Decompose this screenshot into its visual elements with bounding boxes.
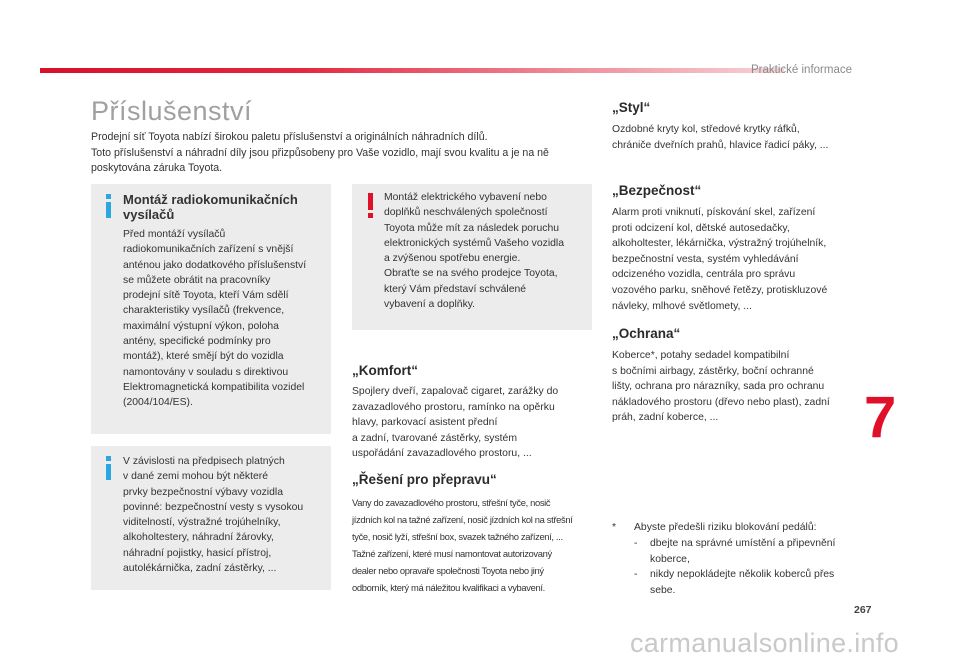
warning-icon xyxy=(365,193,375,219)
ochrana-text: Koberce*, potahy sedadel kompatibilní s bočními airbagy, zástěrky, boční ochranné lišty, ochrana pro nárazníky, sada pro ochranu nákladového prostoru (dřevo nebo plast), zadní práh, zadní koberce, ... xyxy=(612,350,830,424)
country-regulations-info-box xyxy=(91,446,331,590)
header-accent-bar xyxy=(40,68,784,73)
styl-text: Ozdobné kryty kol, středové krytky ráfků, chrániče dveřních prahů, hlavice řadicí páky, ... xyxy=(612,124,829,151)
page-number: 267 xyxy=(854,604,872,616)
ochrana-heading: „Ochrana“ xyxy=(612,326,681,341)
komfort-heading: „Komfort“ xyxy=(352,363,418,378)
preprava-heading: „Řešení pro přepravu“ xyxy=(352,472,497,487)
radio-box-heading: Montáž radiokomunikačních vysílačů xyxy=(123,192,298,222)
electrical-equipment-warning-box xyxy=(352,184,592,330)
list-item: - nikdy nepokládejte několik koberců přes sebe. xyxy=(634,569,835,596)
intro-line: Prodejní síť Toyota nabízí širokou paletu příslušenství a originálních náhradních dílů. xyxy=(91,131,488,143)
watermark: carmanualsonline.info xyxy=(630,628,899,658)
intro-line: Toto příslušenství a náhradní díly jsou přizpůsobeny pro Vaše vozidlo, mají svou kvalitu a je na ně xyxy=(91,146,549,159)
styl-heading: „Styl“ xyxy=(612,100,651,115)
radio-box-text: Před montáží vysílačů radiokomunikačních zařízení s vnější anténou jako dodatkového příslušenství se můžete obrátit na pracovníky prodejní sítě Toyota, kteří Vám sdělí charakteristiky vysílačů (frekvence, maximální výstupní výkon, poloha antény, specifické podmínky pro montáž), které smějí být do vozidla namontovány v souladu s direktivou Elektromagnetická kompatibilita vozidel (2004/104/ES). xyxy=(123,229,307,409)
intro-line: poskytována záruka Toyota. xyxy=(91,162,223,174)
preprava-text: Vany do zavazadlového prostoru, střešní tyče, nosič jízdních kol na tažné zařízení, nosič jízdních kol na střešní tyče, nosič lyží, střešní box, svazek tažného zařízení, ... Tažné zařízení, které musí namontovat autorizovaný dealer nebo opravaře společnosti Toyota nebo jiný odborník, který má náležitou kvalifikaci a vybavení. xyxy=(352,497,573,593)
komfort-text: Spojlery dveří, zapalovač cigaret, zarážky do zavazadlového prostoru, ramínko na opěrku hlavy, parkovací asistent přední a zadní, tvarované zástěrky, systém uspořádání zavazadlového prostoru, ... xyxy=(352,386,559,460)
info-icon xyxy=(102,456,116,480)
intro-paragraph xyxy=(91,130,611,177)
page-title: Příslušenství xyxy=(91,96,253,126)
warning-box-text: Montáž elektrického vybavení nebo doplňků neschválených společností Toyota může mít za následek poruchu elektronických systémů Vašeho vozidla a zvýšenou spotřebu energie. Obraťte se na svého prodejce Toyota, který Vám představí schválené vybavení a doplňky. xyxy=(384,192,564,311)
footnote-title: Abyste předešli riziku blokování pedálů: xyxy=(634,522,817,533)
bezpecnost-heading: „Bezpečnost“ xyxy=(612,183,702,198)
section-label: Praktické informace xyxy=(751,64,852,76)
footnote-marker: * xyxy=(612,522,617,533)
country-box-text: V závislosti na předpisech platných v dané zemi mohou být některé prvky bezpečnostní výbavy vozidla povinné: bezpečnostní vesty s vysokou viditelností, výstražné trojúhelníky, alkoholtestery, náhradní žárovky, náhradní pojistky, hasicí přístroj, autolékárnička, zadní zástěrky, ... xyxy=(123,456,304,575)
bezpecnost-text: Alarm proti vniknutí, pískování skel, zařízení proti odcizení kol, dětské autosedačky, alkoholtester, lékárnička, výstražný trojúhelník, bezpečnostní vesta, systém vyhledávání odcizeného vozidla, centrála pro správu vozového parku, sněhové řetězy, protiskluzové návleky, mlhové světlomety, ... xyxy=(612,207,828,312)
chapter-number: 7 xyxy=(864,385,897,450)
radio-transmitter-info-box xyxy=(91,184,331,434)
info-icon xyxy=(102,194,116,218)
list-item: - dbejte na správné umístění a připevnění koberce, xyxy=(634,538,836,565)
footnote-list xyxy=(634,536,854,598)
